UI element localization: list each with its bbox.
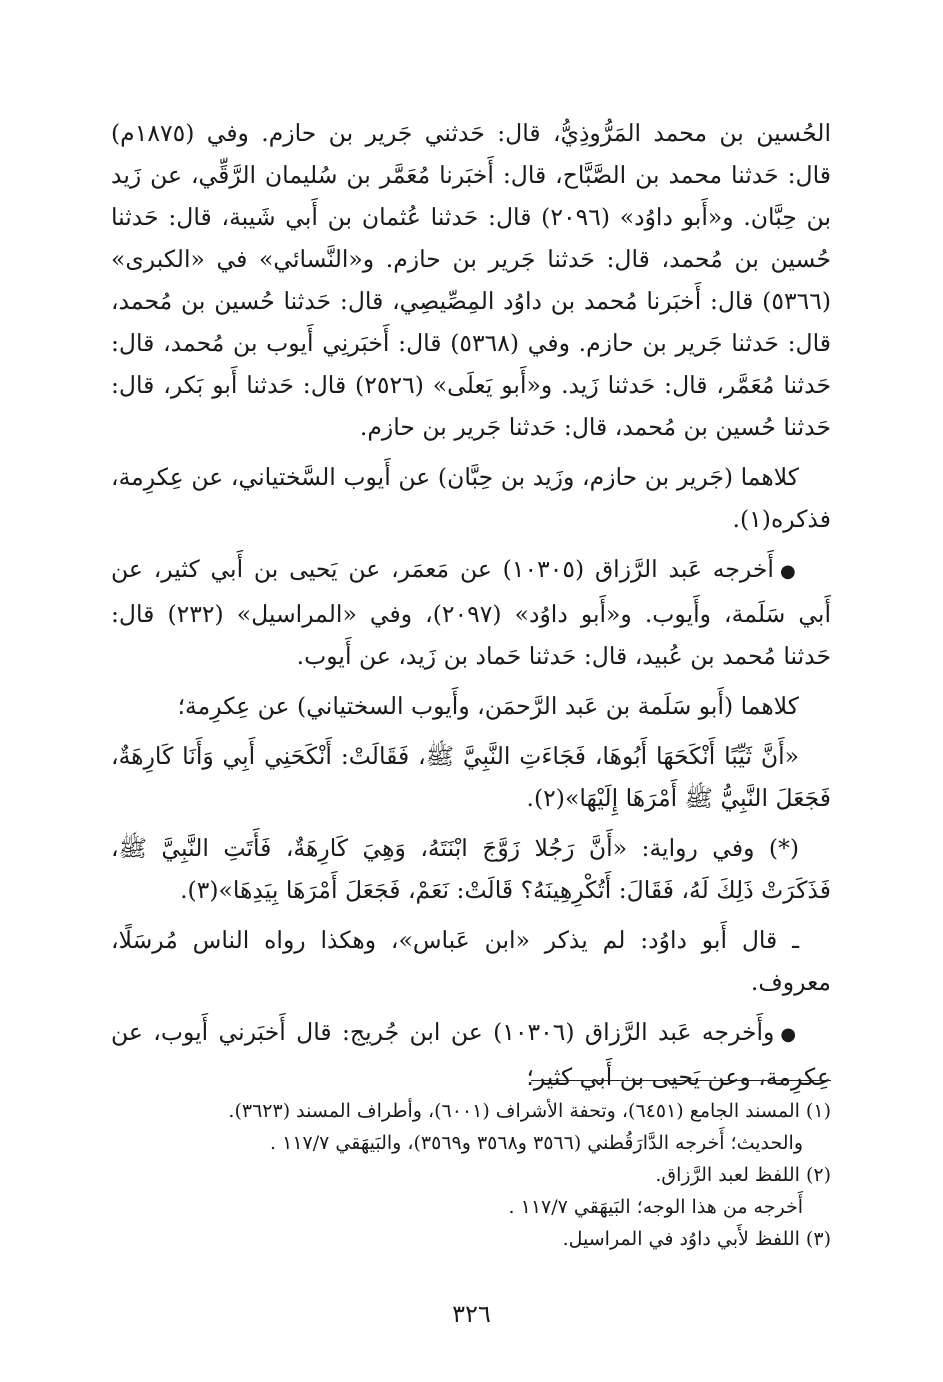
- riwaya-paragraph: (*) وفي رواية: «أَنَّ رَجُلا زَوَّجَ ابْنَتَهُ، وَهِيَ كَارِهَةٌ، فَأَتَتِ النَّبِيَّ ﷺ، فَذَكَرَتْ ذَلِكَ لَهُ، فَقَالَ: أَتُكْرِهِينَهُ؟ قَالَتْ: نَعَمْ، فَجَعَلَ أَمْرَهَا بِيَدِهَا»(٣).: [111, 834, 831, 904]
- footnote-2-continued: أَخرجه من هذا الوجه؛ البَيهَقي ١١٧/٧ .: [508, 1196, 803, 1218]
- bullet-icon: ●: [780, 1024, 799, 1045]
- abu-dawud-comment: ـ قال أَبو داوُد: لم يذكر «ابن عَباس»، وهكذا رواه الناس مُرسَلًا، معروف.: [111, 926, 831, 996]
- footnote-1-continued: والحديث؛ أَخرجه الدَّارَقُطني (٣٥٦٦ و٣٥٦٨ و٣٥٦٩)، والبَيهَقي ١١٧/٧ .: [270, 1132, 803, 1154]
- bullet-icon: ●: [779, 561, 799, 582]
- footnote-3: (٣) اللفظ لأَبي داوُد في المراسيل.: [562, 1228, 831, 1250]
- both-from-ikrima-paragraph: كلاهما (أَبو سَلَمة بن عَبد الرَّحمَن، وأَيوب السختياني) عن عِكرِمة؛: [177, 692, 799, 720]
- footnotes: [111, 1096, 831, 1256]
- bullet-paragraph-ibn-jurayj: [111, 1011, 831, 1098]
- footnote-1: (١) المسند الجامع (٦٤٥١)، وتحفة الأشراف (٦٠٠١)، وأطراف المسند (٣٦٢٣).: [228, 1100, 831, 1122]
- bullet-paragraph-abdurrazzaq: [111, 548, 831, 677]
- page-number: ٣٢٦: [452, 1300, 491, 1328]
- footnote-2: (٢) اللفظ لعبد الرَّزاق.: [655, 1164, 831, 1186]
- paragraph-text: أَخرجه عَبد الرَّزاق (١٠٣٠٥) عن مَعمَر، عن يَحيى بن أَبي كثير، عن أَبي سَلَمة، وأَيوب. و«أَبو داوُد» (٢٠٩٧)، وفي «المراسيل» (٢٣٢) قال: حَدثنا مُحمد بن عُبيد، قال: حَدثنا حَماد بن زَيد، عن أَيوب.: [111, 555, 832, 670]
- hadith-chain-paragraph: الحُسين بن محمد المَرُّوذِيُّ، قال: حَدثني جَرير بن حازم. وفي (١٨٧٥م) قال: حَدثنا محمد بن الصَّبَّاح، قال: أَخبَرنا مُعَمَّر بن سُليمان الرَّقِّي، عن زَيد بن حِبَّان. و«أَبو داوُد» (٢٠٩٦) قال: حَدثنا عُثمان بن أَبي شَيبة، قال: حَدثنا حُسين بن مُحمد، قال: حَدثنا جَرير بن حازم. و«النَّسائي» في «الكبرى» (٥٣٦٦) قال: أَخبَرنا مُحمد بن داوُد المِصِّيصِي، قال: حَدثنا حُسين بن مُحمد، قال: حَدثنا جَرير بن حازم. وفي (٥٣٦٨) قال: أَخبَرنِي أَيوب بن مُحمد، قال: حَدثنا مُعَمَّر، قال: حَدثنا زَيد. و«أَبو يَعلَى» (٢٥٢٦) قال: حَدثنا أَبو بَكر، قال: حَدثنا حُسين بن مُحمد، قال: حَدثنا جَرير بن حازم.: [111, 119, 831, 441]
- main-text: [111, 112, 831, 1106]
- both-narrators-paragraph: كلاهما (جَرير بن حازم، وزَيد بن حِبَّان) عن أَيوب السَّختياني، عن عِكرِمة، فذكره(١).: [111, 463, 831, 533]
- paragraph-text: وأَخرجه عَبد الرَّزاق (١٠٣٠٦) عن ابن جُريج: قال أَخبَرني أَيوب، عن عِكرِمة، وعن يَحيى بن أَبي كثير؛: [111, 1018, 831, 1091]
- hadith-text-paragraph: «أَنَّ ثَيِّبًا أَنْكَحَهَا أَبُوهَا، فَجَاءَتِ النَّبِيَّ ﷺ، فَقَالَتْ: أَنْكَحَنِي أَبِي وَأَنَا كَارِهَةٌ، فَجَعَلَ النَّبِيُّ ﷺ أَمْرَهَا إِلَيْهَا»(٢).: [111, 742, 831, 812]
- footnote-divider: [531, 1080, 831, 1081]
